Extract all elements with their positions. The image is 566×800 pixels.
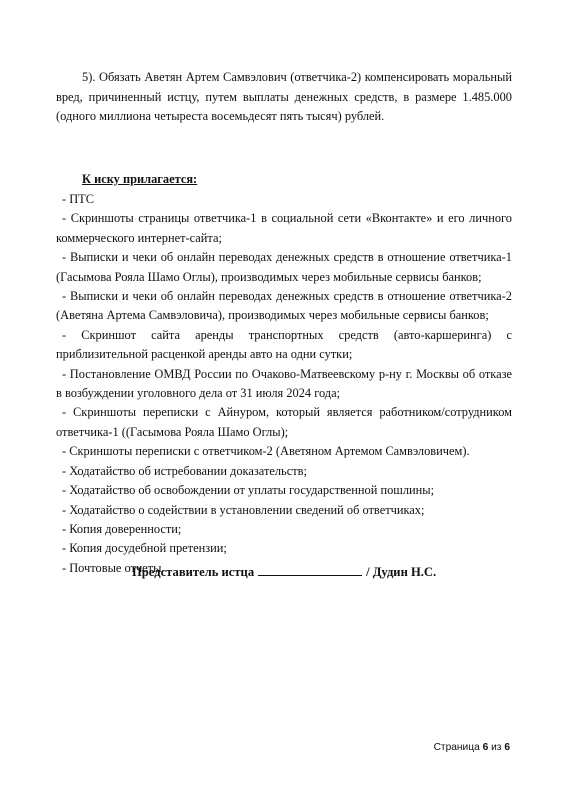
- list-item: - Постановление ОМВД России по Очаково-Матвеевскому р-ну г. Москвы об отказе в возбуждении уголовного дела от 31 июля 2024 года;: [56, 366, 512, 401]
- signature-line: [132, 565, 436, 580]
- page-number-separator: из: [491, 742, 502, 753]
- attachments-heading: К иску прилагается:: [82, 172, 198, 186]
- list-item: - Скриншоты переписки с ответчиком-2 (Аветяном Артемом Самвэловичем).: [62, 444, 470, 459]
- page-number: [434, 742, 510, 753]
- page-number-total: 6: [504, 742, 510, 753]
- page-number-current: 6: [482, 742, 489, 753]
- list-item: - Ходатайство о содействии в установлении сведений об ответчиках;: [62, 502, 425, 517]
- list-item: - Скриншот сайта аренды транспортных средств (авто-каршеринга) с приблизительной расценкой аренды авто на одни сутки;: [56, 327, 512, 362]
- list-item: - Копия досудебной претензии;: [62, 541, 227, 556]
- page-number-prefix: Страница: [433, 742, 480, 753]
- list-item: - ПТС: [62, 192, 95, 206]
- list-item: - Копия доверенности;: [62, 521, 182, 536]
- list-item: - Скриншоты переписки с Айнуром, который является работником/сотрудником ответчика-1 ((Гасымова Рояла Шамо Оглы);: [56, 405, 512, 439]
- list-item: - Ходатайство об освобождении от уплаты государственной пошлины;: [62, 483, 435, 498]
- signature-blank: [258, 565, 362, 576]
- list-item: - Выписки и чеки об онлайн переводах денежных средств в отношение ответчика-1 (Гасымова Рояла Шамо Оглы), производимых через мобильные сервисы банков;: [56, 250, 512, 284]
- list-item: - Почтовые отчеты.: [62, 560, 165, 575]
- signature-label: Представитель истца: [132, 565, 255, 579]
- attachments-list: [56, 190, 512, 578]
- list-item: - Выписки и чеки об онлайн переводах денежных средств в отношение ответчика-2 (Аветяна Артема Самвэловича), производимых через мобильные сервисы банков;: [56, 289, 512, 323]
- list-item: - Ходатайство об истребовании доказательств;: [62, 463, 307, 478]
- claim-paragraph-5: [56, 68, 512, 127]
- list-item: - Скриншоты страницы ответчика-1 в социальной сети «Вконтакте» и его личного коммерческого интернет-сайта;: [56, 211, 512, 245]
- signature-name: / Дудин Н.С.: [366, 565, 437, 579]
- claim-paragraph-text: 5). Обязать Аветян Артем Самвэлович (ответчика-2) компенсировать моральный вред, причиненный истцу, путем выплаты денежных средств, в размере 1.485.000 (одного миллиона четыреста восемьдесят пять тысяч) рублей.: [56, 70, 512, 124]
